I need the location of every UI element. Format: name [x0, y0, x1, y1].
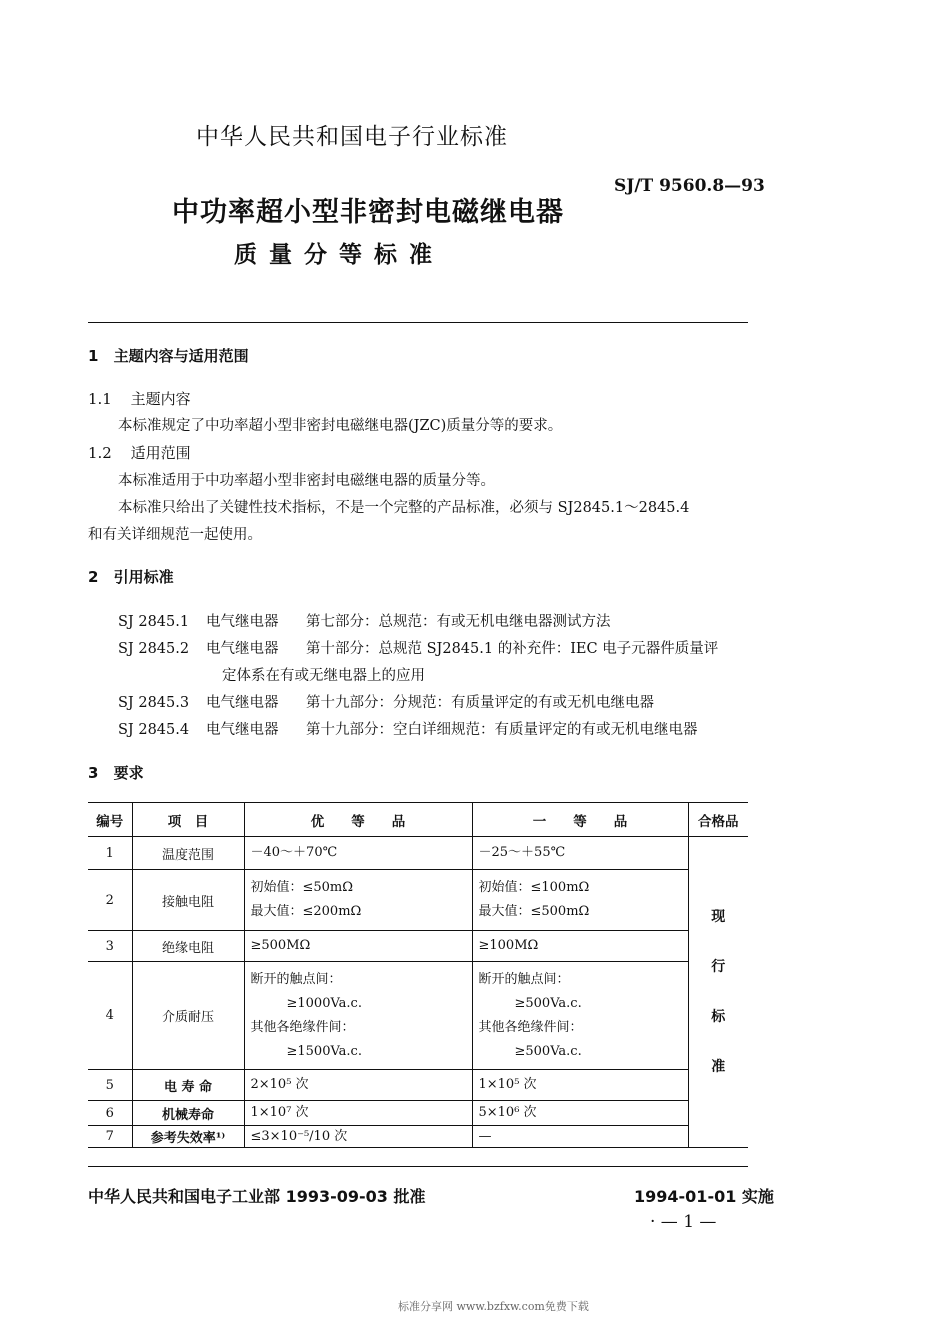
- standard-org-title: 中华人民共和国电子行业标准: [196, 124, 508, 150]
- header-item: 项 目: [132, 803, 244, 837]
- table-row: [88, 962, 748, 1070]
- bottom-divider: [88, 1166, 748, 1167]
- reference-item: [118, 637, 718, 658]
- reference-item: [118, 718, 698, 739]
- section-1-2-text-1: 本标准适用于中功率超小型非密封电磁继电器的质量分等。: [118, 473, 495, 489]
- cell-line: 最大值：≤500mΩ: [478, 904, 590, 919]
- cell-line: ≥100MΩ: [478, 938, 539, 953]
- cell-line: ≥500MΩ: [250, 938, 311, 953]
- header-no: 编号: [88, 803, 132, 837]
- standard-number: SJ/T 9560.8—93: [614, 176, 765, 196]
- table-row: [88, 837, 748, 870]
- row-no: 4: [88, 962, 132, 1070]
- reference-name: 电气继电器: [206, 614, 279, 630]
- watermark-text: 标准分享网 www.bzfxw.com免费下载: [398, 1300, 589, 1313]
- cell-line: 2×10⁵ 次: [250, 1077, 309, 1092]
- cell-line: 最大值：≤200mΩ: [250, 904, 362, 919]
- cell-line: 5×10⁶ 次: [478, 1105, 537, 1120]
- section-1-2-title: 适用范围: [130, 444, 191, 462]
- qualified-char: 标: [711, 1009, 726, 1025]
- reference-desc: 第十九部分：分规范：有质量评定的有或无机电继电器: [306, 695, 654, 711]
- section-1-heading: [88, 345, 249, 366]
- section-1-1-number: 1.1: [88, 390, 112, 408]
- row-first-grade: [472, 962, 688, 1070]
- row-excellent: [244, 931, 472, 962]
- cell-line: ≥500Va.c.: [514, 1043, 582, 1059]
- qualified-char: 行: [711, 959, 726, 975]
- header-excellent: 优 等 品: [244, 803, 472, 837]
- row-no: 5: [88, 1070, 132, 1101]
- row-no: 2: [88, 870, 132, 931]
- row-no: 1: [88, 837, 132, 870]
- row-no: 7: [88, 1126, 132, 1148]
- cell-line: ≥1000Va.c.: [286, 995, 362, 1011]
- row-item: 电 寿 命: [132, 1070, 244, 1101]
- cell-line: 初始值：≤100mΩ: [478, 880, 590, 895]
- row-no: 6: [88, 1101, 132, 1126]
- section-1-2-number: 1.2: [88, 444, 112, 462]
- document-title: 中功率超小型非密封电磁继电器: [172, 197, 564, 228]
- row-excellent: [244, 962, 472, 1070]
- row-item: 介质耐压: [132, 962, 244, 1070]
- cell-line: 1×10⁷ 次: [250, 1105, 309, 1120]
- section-1-2-heading: [88, 442, 191, 463]
- section-3-title: 要求: [113, 764, 144, 782]
- row-item: 接触电阻: [132, 870, 244, 931]
- top-divider: [88, 322, 748, 323]
- reference-code: SJ 2845.4: [118, 722, 190, 738]
- qualified-char: 现: [711, 909, 726, 925]
- section-1-title: 主题内容与适用范围: [113, 347, 249, 365]
- row-excellent: [244, 1101, 472, 1126]
- document-subtitle: 质量分等标准: [234, 242, 444, 268]
- reference-code: SJ 2845.1: [118, 614, 190, 630]
- section-1-1-title: 主题内容: [130, 390, 191, 408]
- cell-line: ≤3×10⁻⁵/10 次: [250, 1128, 348, 1144]
- cell-line: ≥500Va.c.: [514, 995, 582, 1011]
- header-qualified: 合格品: [688, 803, 748, 837]
- header-first-grade: 一 等 品: [472, 803, 688, 837]
- section-1-1-text: 本标准规定了中功率超小型非密封电磁继电器(JZC)质量分等的要求。: [118, 418, 563, 434]
- table-row: [88, 931, 748, 962]
- qualified-grade-cell: [688, 837, 748, 1148]
- table-row: [88, 1101, 748, 1126]
- cell-line: －40～＋70℃: [250, 845, 338, 860]
- row-excellent: [244, 870, 472, 931]
- section-2-title: 引用标准: [113, 568, 174, 586]
- page-number: · — 1 —: [650, 1212, 717, 1232]
- section-2-heading: [88, 566, 174, 587]
- row-no: 3: [88, 931, 132, 962]
- qualified-char: 准: [711, 1059, 726, 1075]
- cell-line: －25～＋55℃: [478, 845, 566, 860]
- reference-name: 电气继电器: [206, 641, 279, 657]
- table-row: [88, 1126, 748, 1148]
- row-first-grade: [472, 870, 688, 931]
- row-item: 机械寿命: [132, 1101, 244, 1126]
- row-item: 参考失效率¹⁾: [132, 1126, 244, 1148]
- row-first-grade: [472, 1070, 688, 1101]
- row-first-grade: [472, 1101, 688, 1126]
- cell-line: ≥1500Va.c.: [286, 1043, 362, 1059]
- reference-desc: 第十九部分：空白详细规范：有质量评定的有或无机电继电器: [306, 722, 698, 738]
- row-excellent: [244, 1070, 472, 1101]
- cell-line: 初始值：≤50mΩ: [250, 880, 354, 895]
- requirements-table: [88, 802, 748, 1148]
- reference-desc-cont: 定体系在有或无继电器上的应用: [222, 668, 425, 684]
- reference-desc: 第七部分：总规范：有或无机电继电器测试方法: [306, 614, 611, 630]
- row-excellent: [244, 837, 472, 870]
- section-1-2-text-2-cont: 和有关详细规范一起使用。: [88, 527, 262, 543]
- reference-item: [118, 691, 654, 712]
- row-item: 绝缘电阻: [132, 931, 244, 962]
- implementation-date: 1994-01-01 实施: [634, 1187, 774, 1206]
- reference-code: SJ 2845.2: [118, 641, 190, 657]
- section-1-2-text-2: 本标准只给出了关键性技术指标，不是一个完整的产品标准，必须与 SJ2845.1～2845.4: [118, 500, 690, 516]
- section-3-number: 3: [88, 764, 99, 782]
- row-first-grade: [472, 837, 688, 870]
- section-2-number: 2: [88, 568, 99, 586]
- table-row: [88, 1070, 748, 1101]
- row-first-grade: [472, 931, 688, 962]
- table-header-row: [88, 803, 748, 837]
- section-1-number: 1: [88, 347, 99, 365]
- row-item: 温度范围: [132, 837, 244, 870]
- cell-line: 断开的触点间：: [478, 971, 570, 987]
- reference-desc: 第十部分：总规范 SJ2845.1 的补充件：IEC 电子元器件质量评: [306, 641, 719, 657]
- cell-line: 其他各绝缘件间：: [478, 1019, 583, 1035]
- section-1-1-heading: [88, 388, 191, 409]
- cell-line: 其他各绝缘件间：: [250, 1019, 355, 1035]
- cell-line: —: [478, 1128, 492, 1144]
- table-row: [88, 870, 748, 931]
- row-first-grade: [472, 1126, 688, 1148]
- reference-item: [118, 610, 611, 631]
- reference-name: 电气继电器: [206, 695, 279, 711]
- cell-line: 1×10⁵ 次: [478, 1077, 537, 1092]
- cell-line: 断开的触点间：: [250, 971, 342, 987]
- reference-name: 电气继电器: [206, 722, 279, 738]
- reference-code: SJ 2845.3: [118, 695, 190, 711]
- approval-statement: 中华人民共和国电子工业部 1993-09-03 批准: [88, 1187, 426, 1206]
- section-3-heading: [88, 762, 144, 783]
- row-excellent: [244, 1126, 472, 1148]
